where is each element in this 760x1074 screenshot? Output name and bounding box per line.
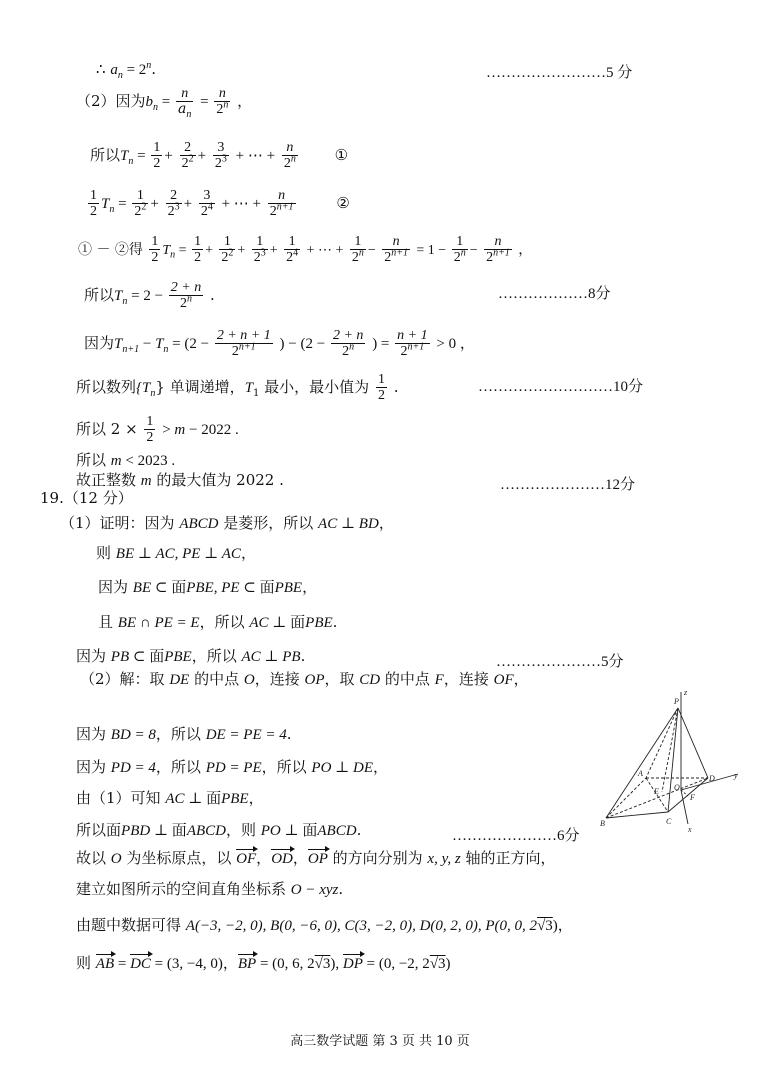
edge-bc <box>606 812 668 818</box>
x-axis <box>681 790 688 824</box>
fraction: $\frac{1}{2}$ <box>194 234 202 266</box>
line-10: 所以 m < 2023 . <box>76 451 176 469</box>
score-6: …………………6分 <box>452 828 580 844</box>
vector-od: OD <box>271 851 293 867</box>
question-19-heading: 19.（12 分） <box>40 489 133 507</box>
line-5: ① － ②得 $\frac{1}{2}$ $T_n$ = $\frac{1}{2}$ + $\frac{1}{2^2}$ + $\frac{1}{2^3}$ + $\frac{1}{2^4}$ + ⋯ + $\frac{1}{2^n}$ − $\frac{n}{2^{n+1}}$ = 1 − $\frac{1}{2^n}$ − $\frac{n}{2^{n+1}}$ ， <box>78 234 533 266</box>
fraction: $\frac{n}{2^n}$ <box>216 86 229 118</box>
fraction: $\frac{2 + n}{2^n}$ <box>170 280 202 312</box>
line-9: 所以 2 × $\frac{1}{2}$ > m − 2022 . <box>76 414 239 446</box>
fraction: $\frac{1}{2^4}$ <box>286 234 299 266</box>
label-z: z <box>684 688 688 697</box>
pyramid-figure <box>596 686 746 836</box>
label-e: E <box>654 787 659 796</box>
line-25: 由题中数据可得 A(−3, −2, 0), B(0, −6, 0), C(3, −2, 0), D(0, 2, 0), P(0, 0, 2√3)， <box>76 916 573 934</box>
line-23: 故以 O 为坐标原点，以 OF，OD，OP 的方向分别为 x, y, z 轴的正方向， <box>76 849 556 867</box>
label-x: x <box>688 825 692 834</box>
score-10: ………………………10分 <box>478 379 644 395</box>
fraction: $\frac{1}{2^n}$ <box>351 234 364 266</box>
label-d: D <box>709 774 715 783</box>
fraction: $\frac{n}{2^{n+1}}$ <box>486 234 510 266</box>
fraction: $\frac{1}{2}$ <box>151 234 159 266</box>
fraction: $\frac{n}{2^{n+1}}$ <box>384 234 408 266</box>
score-12: …………………12分 <box>500 477 636 493</box>
score-5-b: …………………5分 <box>496 654 624 670</box>
line-18: （2）解：取 DE 的中点 O，连接 OP，取 CD 的中点 F，连接 OF， <box>80 670 529 688</box>
fraction: $\frac{1}{2^2}$ <box>221 234 234 266</box>
fraction: $\frac{2}{2^2}$ <box>181 140 194 172</box>
line-14: 则 BE ⊥ AC, PE ⊥ AC， <box>96 544 256 562</box>
score-8: ………………8分 <box>498 286 611 302</box>
fraction: $\frac{n}{2^{n+1}}$ <box>269 188 294 220</box>
vector-op: OP <box>307 851 328 867</box>
label-b: B <box>600 819 605 828</box>
line-1: ∴ $a_n = 2^n$. <box>96 60 157 81</box>
fraction: $\frac{2 + n}{2^n}$ <box>332 328 364 360</box>
line-2: （2）因为$b_n$ = $\frac{n}{a_n}$ = $\frac{n}{2^n}$ ， <box>76 86 253 121</box>
vector-dc: DC <box>130 956 151 972</box>
label-o: O <box>674 783 680 792</box>
label-y: y <box>734 771 738 780</box>
fraction: $\frac{1}{2}$ <box>146 414 154 446</box>
label-c: C <box>666 817 672 826</box>
line-15: 因为 BE ⊂ 面PBE, PE ⊂ 面PBE， <box>98 578 318 596</box>
fraction: $\frac{1}{2}$ <box>90 188 97 220</box>
fraction: $\frac{1}{2^n}$ <box>453 234 466 266</box>
fraction: $\frac{2}{2^3}$ <box>167 188 180 220</box>
label-a: A <box>638 769 643 778</box>
edge-pd <box>678 708 708 778</box>
line-17: 因为 PB ⊂ 面PBE，所以 AC ⊥ PB. <box>76 647 306 665</box>
line-8: 所以数列$\{T_n\}$ 单调递增，$T_1$ 最小，最小值为 $\frac{1}{2}$ . <box>76 372 399 404</box>
vector-dp: DP <box>342 956 363 972</box>
label-f: F <box>690 793 695 802</box>
edge-pc <box>668 708 678 812</box>
vector-ab: AB <box>95 956 115 972</box>
fraction: $\frac{3}{2^3}$ <box>214 140 227 172</box>
fraction: $\frac{2 + n + 1}{2^{n+1}}$ <box>216 328 271 360</box>
label-p: P <box>674 697 679 706</box>
edge-pa <box>646 708 678 778</box>
score-5-a: ……………………5 分 <box>486 65 633 81</box>
line-3: 所以$T_n$ = $\frac{1}{2}$ + $\frac{2}{2^2}$ + $\frac{3}{2^3}$ + ⋯ + $\frac{n}{2^n}$ ① <box>90 140 349 172</box>
line-21: 由（1）可知 AC ⊥ 面PBE， <box>76 789 264 807</box>
fraction: $\frac{n + 1}{2^{n+1}}$ <box>397 328 428 360</box>
line-16: 且 BE ∩ PE = E，所以 AC ⊥ 面PBE. <box>98 613 338 631</box>
line-19: 因为 BD = 8，所以 DE = PE = 4. <box>76 725 292 743</box>
fraction: $\frac{1}{2^3}$ <box>253 234 266 266</box>
line-7: 因为$T_{n+1} - T_n = (2$ − $\frac{2 + n + 1}{2^{n+1}}$ ) − (2 − $\frac{2 + n}{2^n}$ ) = $\frac{n + 1}{2^{n+1}}$ > 0 ， <box>84 328 475 360</box>
vector-of: OF <box>236 851 257 867</box>
fraction: $\frac{n}{2^n}$ <box>283 140 296 172</box>
vector-bp: BP <box>237 956 257 972</box>
line-20: 因为 PD = 4，所以 PD = PE，所以 PO ⊥ DE， <box>76 758 389 776</box>
line-24: 建立如图所示的空间直角坐标系 O − xyz. <box>76 880 344 898</box>
fraction: $\frac{1}{2^2}$ <box>134 188 147 220</box>
line-6: 所以$T_n = 2$ − $\frac{2 + n}{2^n}$ . <box>84 280 215 312</box>
line-13: （1）证明：因为 ABCD 是菱形，所以 AC ⊥ BD， <box>60 514 394 532</box>
page-footer: 高三数学试题 第 3 页 共 10 页 <box>290 1034 470 1049</box>
line-4: $\frac{1}{2}$ $T_n$ = $\frac{1}{2^2}$ + $\frac{2}{2^3}$ + $\frac{3}{2^4}$ + ⋯ + $\frac{n}{2^{n+1}}$ ② <box>90 188 350 220</box>
edge-ba <box>606 778 646 818</box>
fraction: $\frac{1}{2}$ <box>377 372 385 404</box>
line-11: 故正整数 m 的最大值为 2022 . <box>76 471 284 489</box>
line-22: 所以面PBD ⊥ 面ABCD，则 PO ⊥ 面ABCD. <box>76 821 362 839</box>
fraction: $\frac{1}{2}$ <box>153 140 161 172</box>
fraction: $\frac{n}{a_n}$ <box>178 86 192 121</box>
line-26: 则 AB = DC = (3, −4, 0)，BP = (0, 6, 2√3), DP = (0, −2, 2√3) <box>76 954 451 972</box>
fraction: $\frac{3}{2^4}$ <box>200 188 213 220</box>
